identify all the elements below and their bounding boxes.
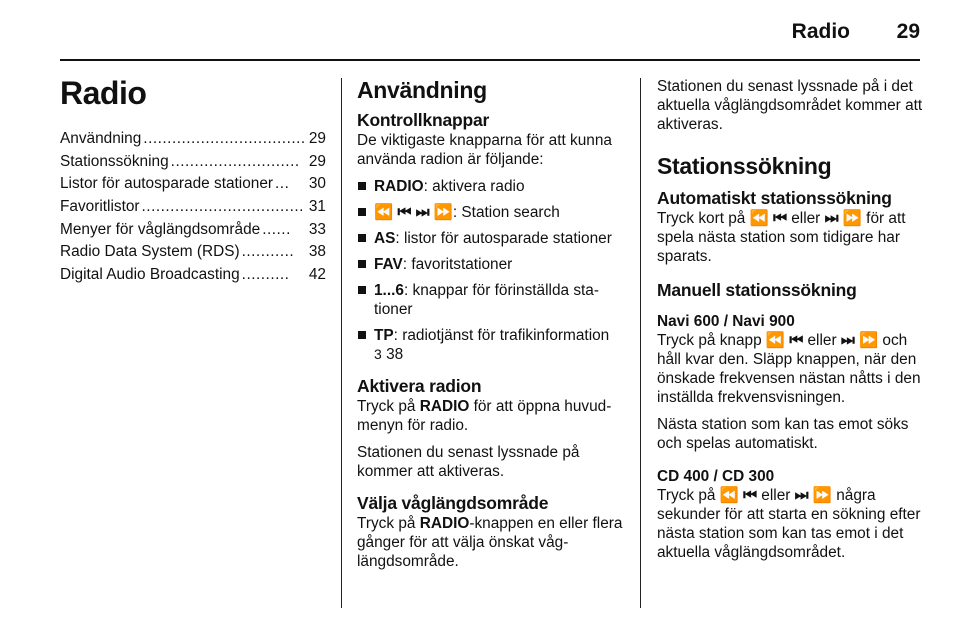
- subheading-manuell: Manuell stationssökning: [657, 280, 857, 300]
- seek-back-icon: ⏪ ⏮: [765, 332, 804, 349]
- bullet-text: : knappar för förinställda sta-tioner: [374, 282, 599, 318]
- toc-item-leader: ...........................: [170, 152, 300, 170]
- subheading-cd: CD 400 / CD 300: [657, 468, 775, 485]
- button-name: RADIO: [419, 398, 470, 415]
- bullet-text: : Station search: [452, 204, 560, 221]
- text-run: Tryck på knapp: [657, 332, 766, 349]
- bullet-item: [357, 229, 625, 248]
- toc-item-page: 38: [308, 243, 326, 261]
- page-ref-number[interactable]: 38: [386, 346, 404, 363]
- text-run: Tryck på: [657, 487, 720, 504]
- bullet-square-icon: [358, 182, 366, 190]
- bullet-item: [357, 203, 625, 222]
- text-run: eller: [757, 487, 795, 504]
- bullet-square-icon: [358, 234, 366, 242]
- bullet-item: [357, 177, 625, 196]
- text-run: -knappen en eller flera gånger för att välja önskat våg-längdsområde.: [357, 515, 623, 570]
- content-column-middle: [357, 76, 625, 579]
- button-name: 1...6: [374, 282, 404, 299]
- chapter-title: Radio: [60, 75, 147, 111]
- toc-item[interactable]: [60, 129, 326, 152]
- toc-item[interactable]: [60, 152, 326, 175]
- bullet-text: : aktivera radio: [423, 178, 525, 195]
- toc-item-label: Favoritlistor: [60, 198, 140, 216]
- navi-paragraph: [657, 331, 923, 407]
- running-header-title: Radio: [791, 20, 850, 43]
- page-ref-arrow-icon: 3: [374, 346, 382, 362]
- text-run: Tryck på: [357, 398, 420, 415]
- text-run: några sekunder för att starta en sökning efter nästa station som kan tas emot i det aktuella våglängdsområdet.: [657, 487, 921, 561]
- content-column-right: [657, 77, 923, 570]
- toc-column: [60, 68, 326, 288]
- activate-paragraph: [357, 397, 625, 435]
- toc-item-label: Användning: [60, 130, 142, 147]
- toc-item[interactable]: [60, 174, 326, 197]
- toc-item-leader: ...: [275, 175, 290, 193]
- seek-forward-icon: ⏭ ⏩: [824, 210, 862, 227]
- section-heading-stationssokning: Stationssökning: [657, 153, 832, 179]
- text-run: Tryck kort på: [657, 210, 750, 227]
- toc-item-page: 42: [308, 266, 326, 284]
- toc-item-leader: ......: [262, 220, 291, 238]
- button-name: FAV: [374, 256, 403, 273]
- auto-paragraph: [657, 209, 923, 266]
- button-name: AS: [374, 230, 396, 247]
- toc-item-label: Menyer för våglängdsområde: [60, 220, 261, 238]
- bullet-square-icon: [358, 208, 366, 216]
- continued-paragraph: Stationen du senast lyssnade på i det aktuella våglängdsområdet kommer att aktiveras.: [657, 78, 923, 133]
- bullet-text: : favoritstationer: [402, 256, 513, 273]
- toc-item[interactable]: [60, 242, 326, 265]
- text-run: Tryck på: [357, 515, 420, 532]
- seek-back-icon: ⏪ ⏮: [749, 210, 787, 227]
- subheading-valja-vaglangdsomrade: Välja våglängdsområde: [357, 493, 549, 513]
- toc-item-page: 29: [308, 152, 326, 170]
- navi-paragraph-2: Nästa station som kan tas emot söks och spelas automatiskt.: [657, 416, 909, 452]
- button-name: TP: [374, 327, 394, 344]
- cd-paragraph: [657, 486, 923, 562]
- subheading-automatiskt: Automatiskt stationssökning: [657, 188, 892, 208]
- section-heading-anvandning: Användning: [357, 77, 487, 103]
- toc-item[interactable]: [60, 220, 326, 243]
- text-run: och håll kvar den. Släpp knappen, när den önskade frekvensen nästan nåtts i den inställda frekvensvisningen.: [657, 332, 921, 406]
- seek-back-icon: ⏪ ⏮: [719, 487, 758, 504]
- toc-item-leader: ..................................: [141, 198, 304, 216]
- bullet-text: : radiotjänst för trafikinformation: [393, 327, 610, 344]
- bullet-item: [357, 281, 625, 319]
- header-rule: [60, 59, 920, 61]
- text-run: för att spela nästa station som tidigare har sparats.: [657, 210, 906, 265]
- bullet-item: [357, 255, 625, 274]
- toc-item-page: 31: [308, 198, 326, 216]
- toc-item-page: 29: [308, 130, 326, 147]
- text-run: för att öppna huvud-menyn för radio.: [357, 398, 612, 434]
- column-divider-right: [640, 78, 641, 608]
- toc-item-page: 33: [308, 220, 326, 238]
- text-run: eller: [803, 332, 841, 349]
- bullet-square-icon: [358, 331, 366, 339]
- bullet-square-icon: [358, 286, 366, 294]
- toc-item[interactable]: [60, 197, 326, 220]
- toc-item[interactable]: [60, 265, 326, 288]
- running-header-page-number: 29: [896, 20, 920, 43]
- toc-item-label: Radio Data System (RDS): [60, 243, 240, 261]
- button-name: RADIO: [419, 515, 470, 532]
- subheading-aktivera-radion: Aktivera radion: [357, 376, 482, 396]
- toc-item-leader: ..........: [241, 266, 290, 284]
- toc-item-leader: ...........: [241, 243, 295, 261]
- bullet-item: [357, 326, 625, 364]
- toc-item-label: Stationssökning: [60, 152, 169, 170]
- seek-buttons-icon: ⏪ ⏮ ⏭ ⏩: [374, 204, 453, 221]
- activate-paragraph-2: Stationen du senast lyssnade på kommer att aktiveras.: [357, 444, 580, 480]
- button-name: RADIO: [374, 178, 424, 195]
- toc-item-label: Digital Audio Broadcasting: [60, 266, 240, 284]
- text-run: eller: [786, 210, 825, 227]
- seek-forward-icon: ⏭ ⏩: [794, 487, 832, 504]
- toc-item-leader: ..................................: [143, 130, 306, 147]
- subheading-navi: Navi 600 / Navi 900: [657, 313, 795, 330]
- bullet-text: : listor för autosparade stationer: [395, 230, 612, 247]
- controls-intro: De viktigaste knapparna för att kunna använda radion är följande:: [357, 132, 612, 168]
- toc-list: [60, 129, 326, 288]
- toc-item-page: 30: [308, 175, 326, 193]
- band-paragraph: [357, 514, 625, 571]
- bullet-square-icon: [358, 260, 366, 268]
- column-divider-left: [341, 78, 342, 608]
- toc-item-label: Listor för autosparade stationer: [60, 175, 274, 193]
- subheading-kontrollknappar: Kontrollknappar: [357, 110, 490, 130]
- seek-forward-icon: ⏭ ⏩: [840, 332, 879, 349]
